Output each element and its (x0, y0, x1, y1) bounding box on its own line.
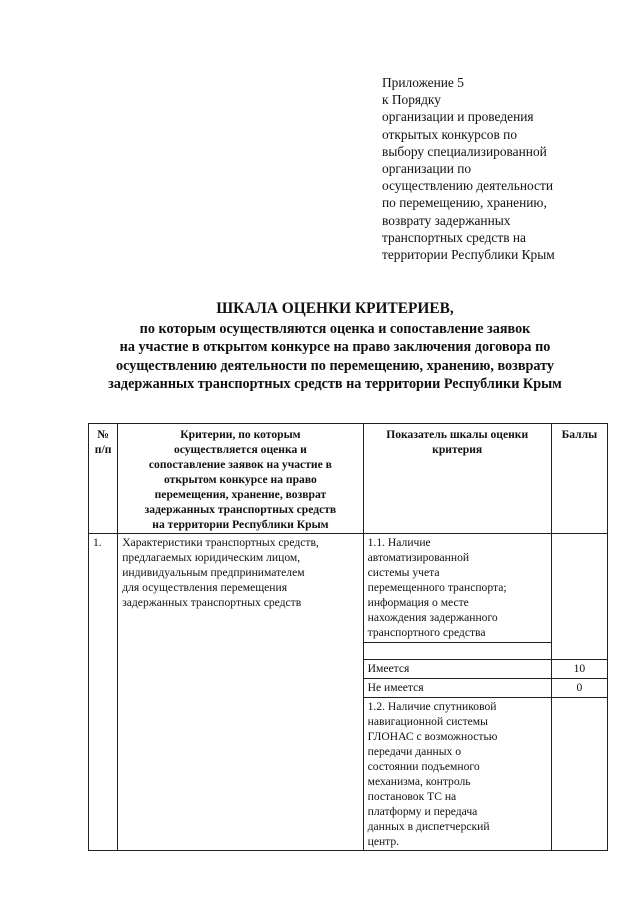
points-empty-cell (551, 698, 607, 851)
option-yes-points: 10 (551, 660, 607, 679)
table-header-row (89, 424, 608, 534)
title-line-4: задержанных транспортных средств на территории Республики Крым (108, 376, 562, 393)
title-line-1: по которым осуществляются оценка и сопоставление заявок (139, 320, 531, 337)
indicator-1-1: 1.1. Наличие автоматизированной системы учета перемещенного транспорта; информация о месте нахождения задержанного транспортного средства (363, 534, 551, 643)
header-criteria: Критерии, по которым осуществляется оценка и сопоставление заявок на участие в открытом конкурсе на право перемещения, хранение, возврат задержанных транспортных средств на территории Республики Крым (118, 424, 363, 534)
criteria-table (88, 423, 608, 851)
table-row (89, 534, 608, 643)
title-line-2: на участие в открытом конкурсе на право заключения договора по (119, 339, 551, 356)
indicator-spacer (363, 643, 551, 660)
appendix-note: Приложение 5 к Порядку организации и проведения открытых конкурсов по выбору специализированной организации по осуществлению деятельности по перемещению, хранению, возврату задержанных транспортных средств на территории Республики Крым (382, 75, 555, 263)
points-empty-cell (551, 534, 607, 660)
option-no: Не имеется (363, 679, 551, 698)
document-title (60, 300, 610, 394)
header-points: Баллы (551, 424, 607, 534)
criteria-cell: Характеристики транспортных средств, предлагаемых юридическим лицом, индивидуальным предпринимателем для осуществления перемещения задержанных транспортных средств (118, 534, 363, 851)
option-no-points: 0 (551, 679, 607, 698)
option-yes: Имеется (363, 660, 551, 679)
title-line-3: осуществлению деятельности по перемещению, хранению, возврату (116, 357, 554, 374)
header-number: № п/п (89, 424, 118, 534)
header-indicator: Показатель шкалы оценки критерия (363, 424, 551, 534)
indicator-1-2: 1.2. Наличие спутниковой навигационной системы ГЛОНАС с возможностью передачи данных о состоянии подъемного механизма, контроль постановок ТС на платформу и передача данных в диспетчерский центр. (363, 698, 551, 851)
row-number: 1. (89, 534, 118, 851)
title-main: ШКАЛА ОЦЕНКИ КРИТЕРИЕВ, (216, 300, 454, 317)
